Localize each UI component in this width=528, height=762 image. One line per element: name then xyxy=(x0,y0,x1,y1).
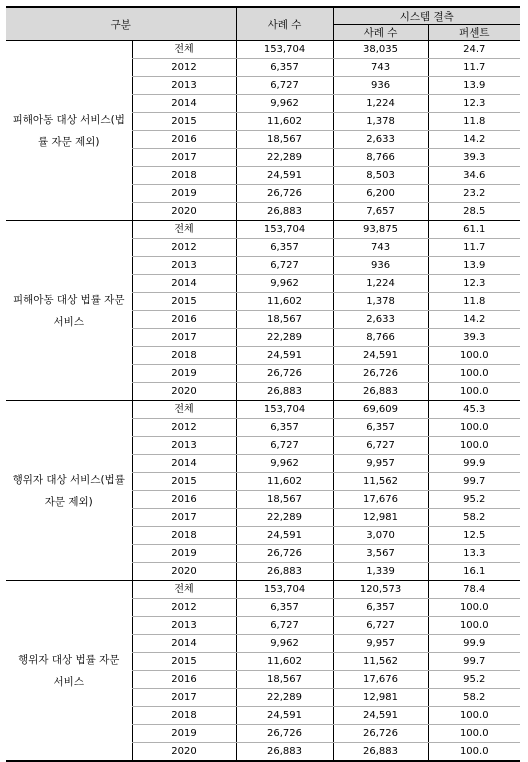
header-category: 구분 xyxy=(6,7,236,41)
cases-cell: 9,962 xyxy=(236,275,333,293)
cases-cell: 153,704 xyxy=(236,581,333,599)
year-cell: 2012 xyxy=(132,419,236,437)
year-cell: 2013 xyxy=(132,257,236,275)
missing-cases-cell: 1,339 xyxy=(333,563,428,581)
cases-cell: 6,357 xyxy=(236,599,333,617)
missing-cases-cell: 93,875 xyxy=(333,221,428,239)
percent-cell: 100.0 xyxy=(428,725,520,743)
missing-cases-cell: 8,766 xyxy=(333,149,428,167)
missing-cases-cell: 38,035 xyxy=(333,41,428,59)
percent-cell: 95.2 xyxy=(428,491,520,509)
year-cell: 2015 xyxy=(132,653,236,671)
missing-cases-cell: 9,957 xyxy=(333,455,428,473)
missing-cases-cell: 6,357 xyxy=(333,419,428,437)
group-label: 피해아동 대상 서비스(법률 자문 제외) xyxy=(6,41,132,221)
percent-cell: 23.2 xyxy=(428,185,520,203)
table-header xyxy=(6,7,520,41)
percent-cell: 13.9 xyxy=(428,257,520,275)
year-cell: 2014 xyxy=(132,95,236,113)
cases-cell: 26,883 xyxy=(236,743,333,762)
percent-cell: 13.9 xyxy=(428,77,520,95)
cases-cell: 11,602 xyxy=(236,653,333,671)
percent-cell: 14.2 xyxy=(428,131,520,149)
percent-cell: 16.1 xyxy=(428,563,520,581)
year-cell: 2016 xyxy=(132,491,236,509)
missing-cases-cell: 936 xyxy=(333,77,428,95)
percent-cell: 100.0 xyxy=(428,347,520,365)
missing-data-table-container xyxy=(6,6,520,762)
missing-cases-cell: 9,957 xyxy=(333,635,428,653)
group-label: 피해아동 대상 법률 자문 서비스 xyxy=(6,221,132,401)
percent-cell: 99.9 xyxy=(428,455,520,473)
year-cell: 2016 xyxy=(132,671,236,689)
missing-cases-cell: 1,224 xyxy=(333,95,428,113)
cases-cell: 9,962 xyxy=(236,635,333,653)
cases-cell: 24,591 xyxy=(236,167,333,185)
missing-cases-cell: 17,676 xyxy=(333,491,428,509)
missing-cases-cell: 11,562 xyxy=(333,473,428,491)
table-body xyxy=(6,41,520,762)
group-label: 행위자 대상 서비스(법률 자문 제외) xyxy=(6,401,132,581)
missing-cases-cell: 17,676 xyxy=(333,671,428,689)
missing-cases-cell: 2,633 xyxy=(333,131,428,149)
missing-cases-cell: 26,883 xyxy=(333,743,428,762)
missing-data-table xyxy=(6,6,520,762)
cases-cell: 22,289 xyxy=(236,509,333,527)
cases-cell: 26,883 xyxy=(236,383,333,401)
percent-cell: 12.3 xyxy=(428,275,520,293)
percent-cell: 28.5 xyxy=(428,203,520,221)
cases-cell: 24,591 xyxy=(236,707,333,725)
percent-cell: 95.2 xyxy=(428,671,520,689)
cases-cell: 11,602 xyxy=(236,113,333,131)
year-cell: 2020 xyxy=(132,383,236,401)
missing-cases-cell: 12,981 xyxy=(333,509,428,527)
cases-cell: 153,704 xyxy=(236,41,333,59)
missing-cases-cell: 1,378 xyxy=(333,113,428,131)
cases-cell: 26,726 xyxy=(236,185,333,203)
missing-cases-cell: 3,567 xyxy=(333,545,428,563)
year-cell: 2019 xyxy=(132,545,236,563)
percent-cell: 14.2 xyxy=(428,311,520,329)
year-cell: 2015 xyxy=(132,113,236,131)
year-cell: 2020 xyxy=(132,563,236,581)
cases-cell: 153,704 xyxy=(236,221,333,239)
year-cell: 전체 xyxy=(132,221,236,239)
year-cell: 2018 xyxy=(132,347,236,365)
year-cell: 2013 xyxy=(132,77,236,95)
year-cell: 2017 xyxy=(132,149,236,167)
missing-cases-cell: 743 xyxy=(333,239,428,257)
cases-cell: 18,567 xyxy=(236,131,333,149)
cases-cell: 6,727 xyxy=(236,617,333,635)
missing-cases-cell: 8,503 xyxy=(333,167,428,185)
cases-cell: 26,883 xyxy=(236,203,333,221)
cases-cell: 24,591 xyxy=(236,527,333,545)
missing-cases-cell: 26,726 xyxy=(333,725,428,743)
year-cell: 전체 xyxy=(132,581,236,599)
missing-cases-cell: 26,883 xyxy=(333,383,428,401)
percent-cell: 61.1 xyxy=(428,221,520,239)
percent-cell: 12.5 xyxy=(428,527,520,545)
cases-cell: 18,567 xyxy=(236,311,333,329)
percent-cell: 100.0 xyxy=(428,707,520,725)
missing-cases-cell: 6,357 xyxy=(333,599,428,617)
year-cell: 2013 xyxy=(132,617,236,635)
year-cell: 2018 xyxy=(132,707,236,725)
year-cell: 2017 xyxy=(132,689,236,707)
year-cell: 2012 xyxy=(132,59,236,77)
year-cell: 2014 xyxy=(132,275,236,293)
cases-cell: 26,726 xyxy=(236,545,333,563)
header-system-missing: 시스템 결측 xyxy=(333,7,520,25)
cases-cell: 22,289 xyxy=(236,149,333,167)
year-cell: 2019 xyxy=(132,725,236,743)
year-cell: 2020 xyxy=(132,743,236,762)
cases-cell: 153,704 xyxy=(236,401,333,419)
year-cell: 2017 xyxy=(132,509,236,527)
missing-cases-cell: 6,200 xyxy=(333,185,428,203)
percent-cell: 100.0 xyxy=(428,365,520,383)
header-cases: 사례 수 xyxy=(236,7,333,41)
missing-cases-cell: 6,727 xyxy=(333,437,428,455)
cases-cell: 6,357 xyxy=(236,419,333,437)
cases-cell: 22,289 xyxy=(236,329,333,347)
percent-cell: 58.2 xyxy=(428,689,520,707)
year-cell: 2012 xyxy=(132,239,236,257)
percent-cell: 11.8 xyxy=(428,113,520,131)
percent-cell: 99.7 xyxy=(428,473,520,491)
year-cell: 전체 xyxy=(132,401,236,419)
year-cell: 2018 xyxy=(132,167,236,185)
percent-cell: 78.4 xyxy=(428,581,520,599)
cases-cell: 11,602 xyxy=(236,473,333,491)
missing-cases-cell: 7,657 xyxy=(333,203,428,221)
cases-cell: 6,727 xyxy=(236,77,333,95)
percent-cell: 99.9 xyxy=(428,635,520,653)
percent-cell: 100.0 xyxy=(428,383,520,401)
table-row xyxy=(6,581,520,599)
cases-cell: 9,962 xyxy=(236,95,333,113)
percent-cell: 13.3 xyxy=(428,545,520,563)
missing-cases-cell: 3,070 xyxy=(333,527,428,545)
year-cell: 2014 xyxy=(132,635,236,653)
year-cell: 2016 xyxy=(132,131,236,149)
year-cell: 2015 xyxy=(132,473,236,491)
table-row xyxy=(6,401,520,419)
missing-cases-cell: 6,727 xyxy=(333,617,428,635)
cases-cell: 22,289 xyxy=(236,689,333,707)
missing-cases-cell: 26,726 xyxy=(333,365,428,383)
cases-cell: 26,726 xyxy=(236,365,333,383)
year-cell: 전체 xyxy=(132,41,236,59)
cases-cell: 24,591 xyxy=(236,347,333,365)
percent-cell: 100.0 xyxy=(428,599,520,617)
group-label: 행위자 대상 법률 자문 서비스 xyxy=(6,581,132,762)
year-cell: 2015 xyxy=(132,293,236,311)
percent-cell: 24.7 xyxy=(428,41,520,59)
missing-cases-cell: 2,633 xyxy=(333,311,428,329)
cases-cell: 6,357 xyxy=(236,239,333,257)
percent-cell: 39.3 xyxy=(428,149,520,167)
year-cell: 2017 xyxy=(132,329,236,347)
percent-cell: 12.3 xyxy=(428,95,520,113)
header-percent: 퍼센트 xyxy=(428,25,520,41)
table-row xyxy=(6,41,520,59)
cases-cell: 18,567 xyxy=(236,491,333,509)
cases-cell: 26,726 xyxy=(236,725,333,743)
percent-cell: 11.7 xyxy=(428,239,520,257)
percent-cell: 100.0 xyxy=(428,419,520,437)
missing-cases-cell: 1,224 xyxy=(333,275,428,293)
header-missing-cases: 사례 수 xyxy=(333,25,428,41)
missing-cases-cell: 24,591 xyxy=(333,707,428,725)
year-cell: 2014 xyxy=(132,455,236,473)
percent-cell: 100.0 xyxy=(428,617,520,635)
missing-cases-cell: 11,562 xyxy=(333,653,428,671)
percent-cell: 39.3 xyxy=(428,329,520,347)
percent-cell: 58.2 xyxy=(428,509,520,527)
year-cell: 2020 xyxy=(132,203,236,221)
missing-cases-cell: 8,766 xyxy=(333,329,428,347)
year-cell: 2016 xyxy=(132,311,236,329)
year-cell: 2019 xyxy=(132,365,236,383)
missing-cases-cell: 936 xyxy=(333,257,428,275)
percent-cell: 11.8 xyxy=(428,293,520,311)
cases-cell: 6,357 xyxy=(236,59,333,77)
missing-cases-cell: 24,591 xyxy=(333,347,428,365)
percent-cell: 99.7 xyxy=(428,653,520,671)
cases-cell: 6,727 xyxy=(236,257,333,275)
year-cell: 2012 xyxy=(132,599,236,617)
cases-cell: 18,567 xyxy=(236,671,333,689)
cases-cell: 26,883 xyxy=(236,563,333,581)
year-cell: 2019 xyxy=(132,185,236,203)
percent-cell: 34.6 xyxy=(428,167,520,185)
percent-cell: 11.7 xyxy=(428,59,520,77)
cases-cell: 6,727 xyxy=(236,437,333,455)
year-cell: 2013 xyxy=(132,437,236,455)
percent-cell: 100.0 xyxy=(428,743,520,762)
missing-cases-cell: 69,609 xyxy=(333,401,428,419)
missing-cases-cell: 120,573 xyxy=(333,581,428,599)
missing-cases-cell: 743 xyxy=(333,59,428,77)
percent-cell: 45.3 xyxy=(428,401,520,419)
year-cell: 2018 xyxy=(132,527,236,545)
table-row xyxy=(6,221,520,239)
missing-cases-cell: 1,378 xyxy=(333,293,428,311)
cases-cell: 9,962 xyxy=(236,455,333,473)
cases-cell: 11,602 xyxy=(236,293,333,311)
percent-cell: 100.0 xyxy=(428,437,520,455)
missing-cases-cell: 12,981 xyxy=(333,689,428,707)
